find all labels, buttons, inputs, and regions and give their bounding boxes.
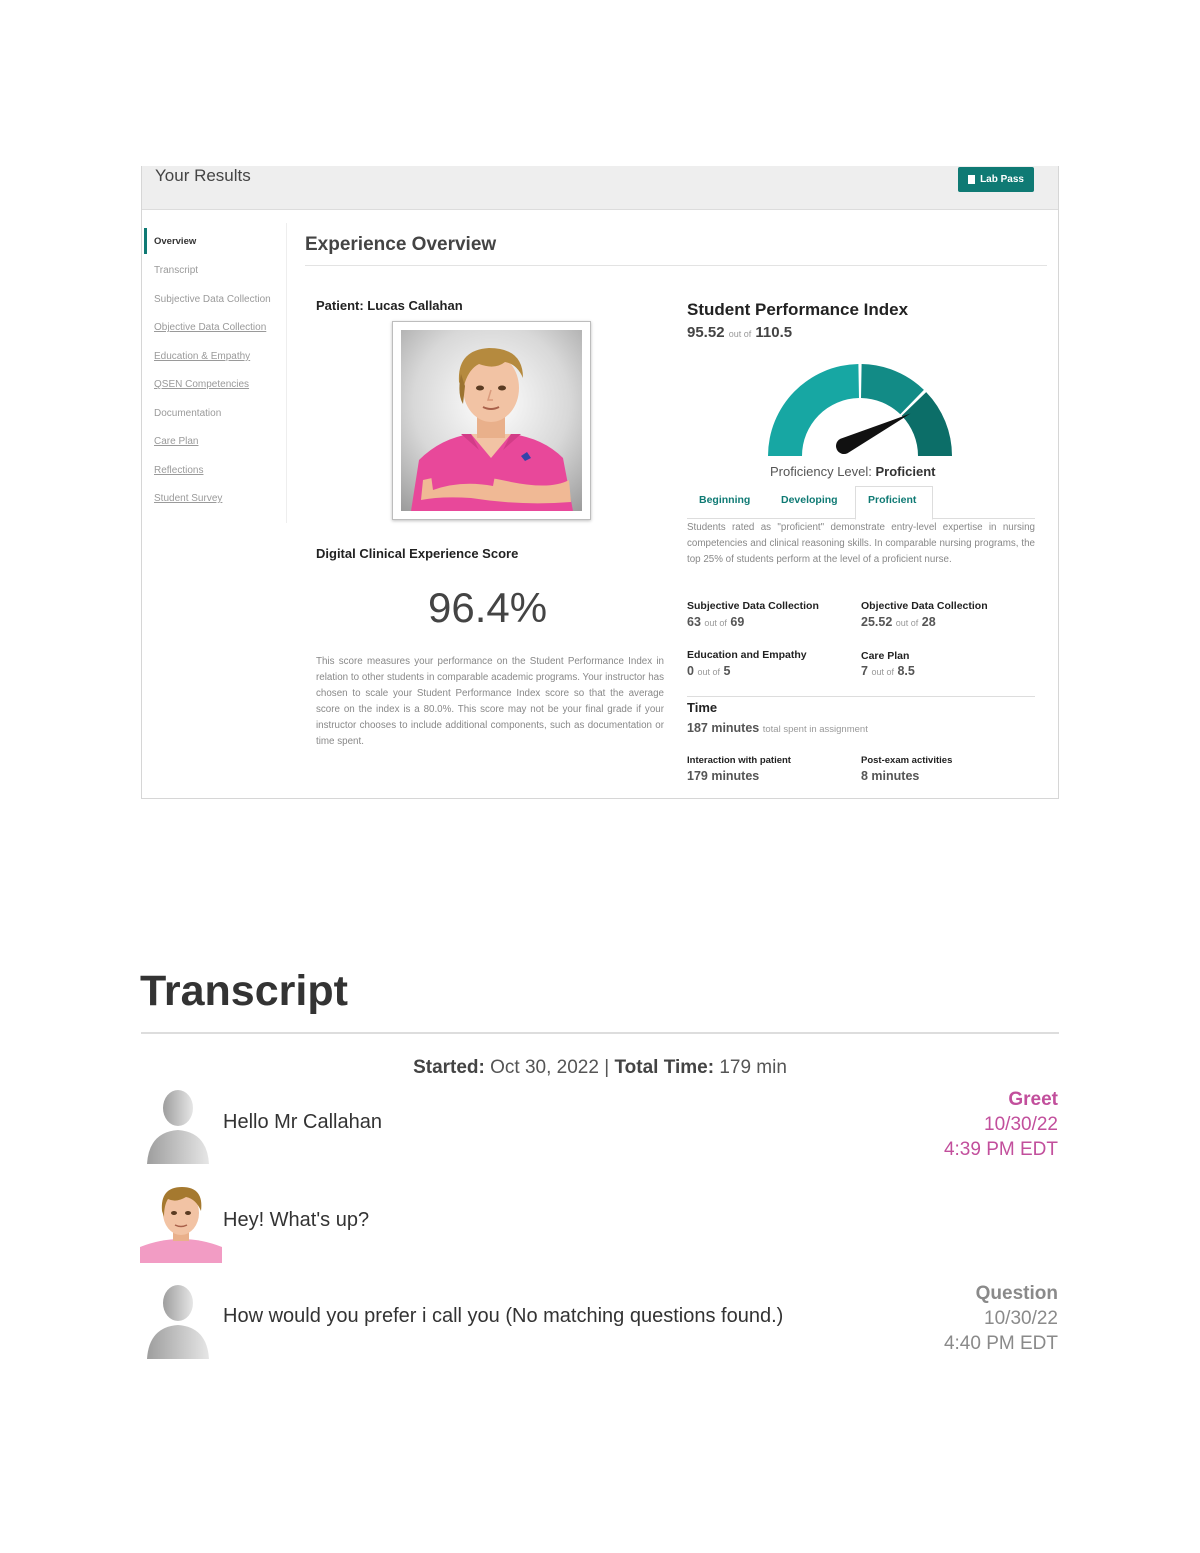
nav-active-indicator bbox=[144, 228, 147, 254]
message-text: Hello Mr Callahan bbox=[223, 1111, 382, 1133]
document-icon bbox=[968, 175, 975, 184]
spi-score-max: 110.5 bbox=[755, 324, 793, 341]
message-meta bbox=[944, 1281, 1058, 1356]
patient-photo bbox=[392, 321, 591, 520]
message-text: How would you prefer i call you (No matching questions found.) bbox=[223, 1305, 784, 1327]
metric-label-care-plan: Care Plan bbox=[861, 650, 910, 662]
metric-value-care-plan: 7 out of 8.5 bbox=[861, 664, 915, 678]
lab-pass-button[interactable] bbox=[958, 167, 1034, 192]
proficiency-tabs bbox=[687, 486, 1035, 519]
metric-value-education: 0 out of 5 bbox=[687, 664, 731, 678]
interaction-value: 179 minutes bbox=[687, 769, 760, 783]
nav-item-overview[interactable]: Overview bbox=[154, 236, 197, 247]
metric-label-objective: Objective Data Collection bbox=[861, 600, 988, 612]
proficiency-label: Proficiency Level: bbox=[770, 464, 872, 479]
metric-label-subjective: Subjective Data Collection bbox=[687, 600, 819, 612]
nav-item-subjective-data[interactable]: Subjective Data Collection bbox=[154, 294, 271, 305]
message-category: Greet bbox=[1008, 1089, 1058, 1110]
tab-developing[interactable]: Developing bbox=[781, 494, 838, 506]
divider bbox=[687, 696, 1035, 697]
proficiency-value: Proficient bbox=[875, 464, 936, 479]
time-total: 187 minutes total spent in assignment bbox=[687, 721, 868, 735]
post-exam-value: 8 minutes bbox=[861, 769, 920, 783]
dce-score-label: Digital Clinical Experience Score bbox=[316, 546, 519, 561]
spi-score-value: 95.52 bbox=[687, 324, 725, 341]
tab-beginning[interactable]: Beginning bbox=[699, 494, 751, 506]
overview-title: Experience Overview bbox=[305, 234, 497, 255]
interaction-label: Interaction with patient bbox=[687, 755, 791, 766]
message-meta bbox=[944, 1087, 1058, 1162]
nav-item-objective-data[interactable]: Objective Data Collection bbox=[154, 322, 267, 333]
nav-item-care-plan[interactable]: Care Plan bbox=[154, 436, 199, 447]
nav-item-qsen[interactable]: QSEN Competencies bbox=[154, 379, 250, 390]
spi-out-of: out of bbox=[728, 329, 752, 339]
message-category: Question bbox=[975, 1283, 1058, 1304]
nav-item-reflections[interactable]: Reflections bbox=[154, 465, 204, 476]
proficiency-level bbox=[770, 464, 935, 479]
patient-avatar-icon bbox=[140, 1181, 222, 1263]
message-time: 4:39 PM EDT bbox=[943, 1139, 1058, 1160]
dce-score-value: 96.4% bbox=[428, 584, 548, 631]
dce-score-description: This score measures your performance on the Student Performance Index in relation to other students in comparable academic programs. Your instructor has chosen to scale your Student Performance Index score so that the average score on the index is a 80.0%. This score may not be your final grade if your instructor chooses to include additional components, such as documentation or time spent. bbox=[316, 656, 664, 747]
divider bbox=[305, 265, 1047, 266]
results-panel bbox=[141, 166, 1059, 799]
student-avatar-icon bbox=[143, 1084, 223, 1164]
nav-item-transcript[interactable]: Transcript bbox=[154, 265, 199, 276]
proficiency-description: Students rated as "proficient" demonstrate entry-level expertise in nursing competencies and clinical reasoning skills. In comparable nursing programs, the top 25% of students perform at the level of a proficient nurse. bbox=[687, 522, 1035, 565]
nav-item-student-survey[interactable]: Student Survey bbox=[154, 493, 223, 504]
results-header bbox=[142, 166, 1058, 210]
student-avatar-icon bbox=[143, 1279, 223, 1359]
message-text: Hey! What's up? bbox=[223, 1209, 370, 1231]
divider bbox=[141, 1032, 1059, 1034]
spi-title: Student Performance Index bbox=[687, 300, 909, 319]
gauge-needle bbox=[836, 414, 911, 454]
nav-item-education-empathy[interactable]: Education & Empathy bbox=[154, 351, 251, 362]
tab-proficient[interactable]: Proficient bbox=[868, 494, 917, 506]
transcript-summary: Started: Oct 30, 2022 | Total Time: 179 min bbox=[413, 1057, 787, 1078]
metric-value-objective: 25.52 out of 28 bbox=[861, 615, 936, 629]
time-label: Time bbox=[687, 700, 718, 715]
lab-pass-label: Lab Pass bbox=[980, 174, 1024, 185]
message-time: 4:40 PM EDT bbox=[943, 1333, 1058, 1354]
spi-score bbox=[687, 324, 792, 341]
transcript-title: Transcript bbox=[140, 967, 348, 1015]
patient-name: Patient: Lucas Callahan bbox=[316, 298, 463, 313]
nav-item-documentation[interactable]: Documentation bbox=[154, 408, 222, 419]
patient-avatar-illustration bbox=[401, 330, 582, 511]
post-exam-label: Post-exam activities bbox=[861, 755, 953, 766]
results-title: Your Results bbox=[155, 166, 251, 185]
side-nav bbox=[142, 223, 287, 523]
metric-label-education: Education and Empathy bbox=[687, 649, 807, 661]
message-date: 10/30/22 bbox=[984, 1308, 1058, 1329]
message-date: 10/30/22 bbox=[984, 1114, 1058, 1135]
proficiency-gauge bbox=[760, 348, 960, 458]
metric-value-subjective: 63 out of 69 bbox=[687, 615, 745, 629]
